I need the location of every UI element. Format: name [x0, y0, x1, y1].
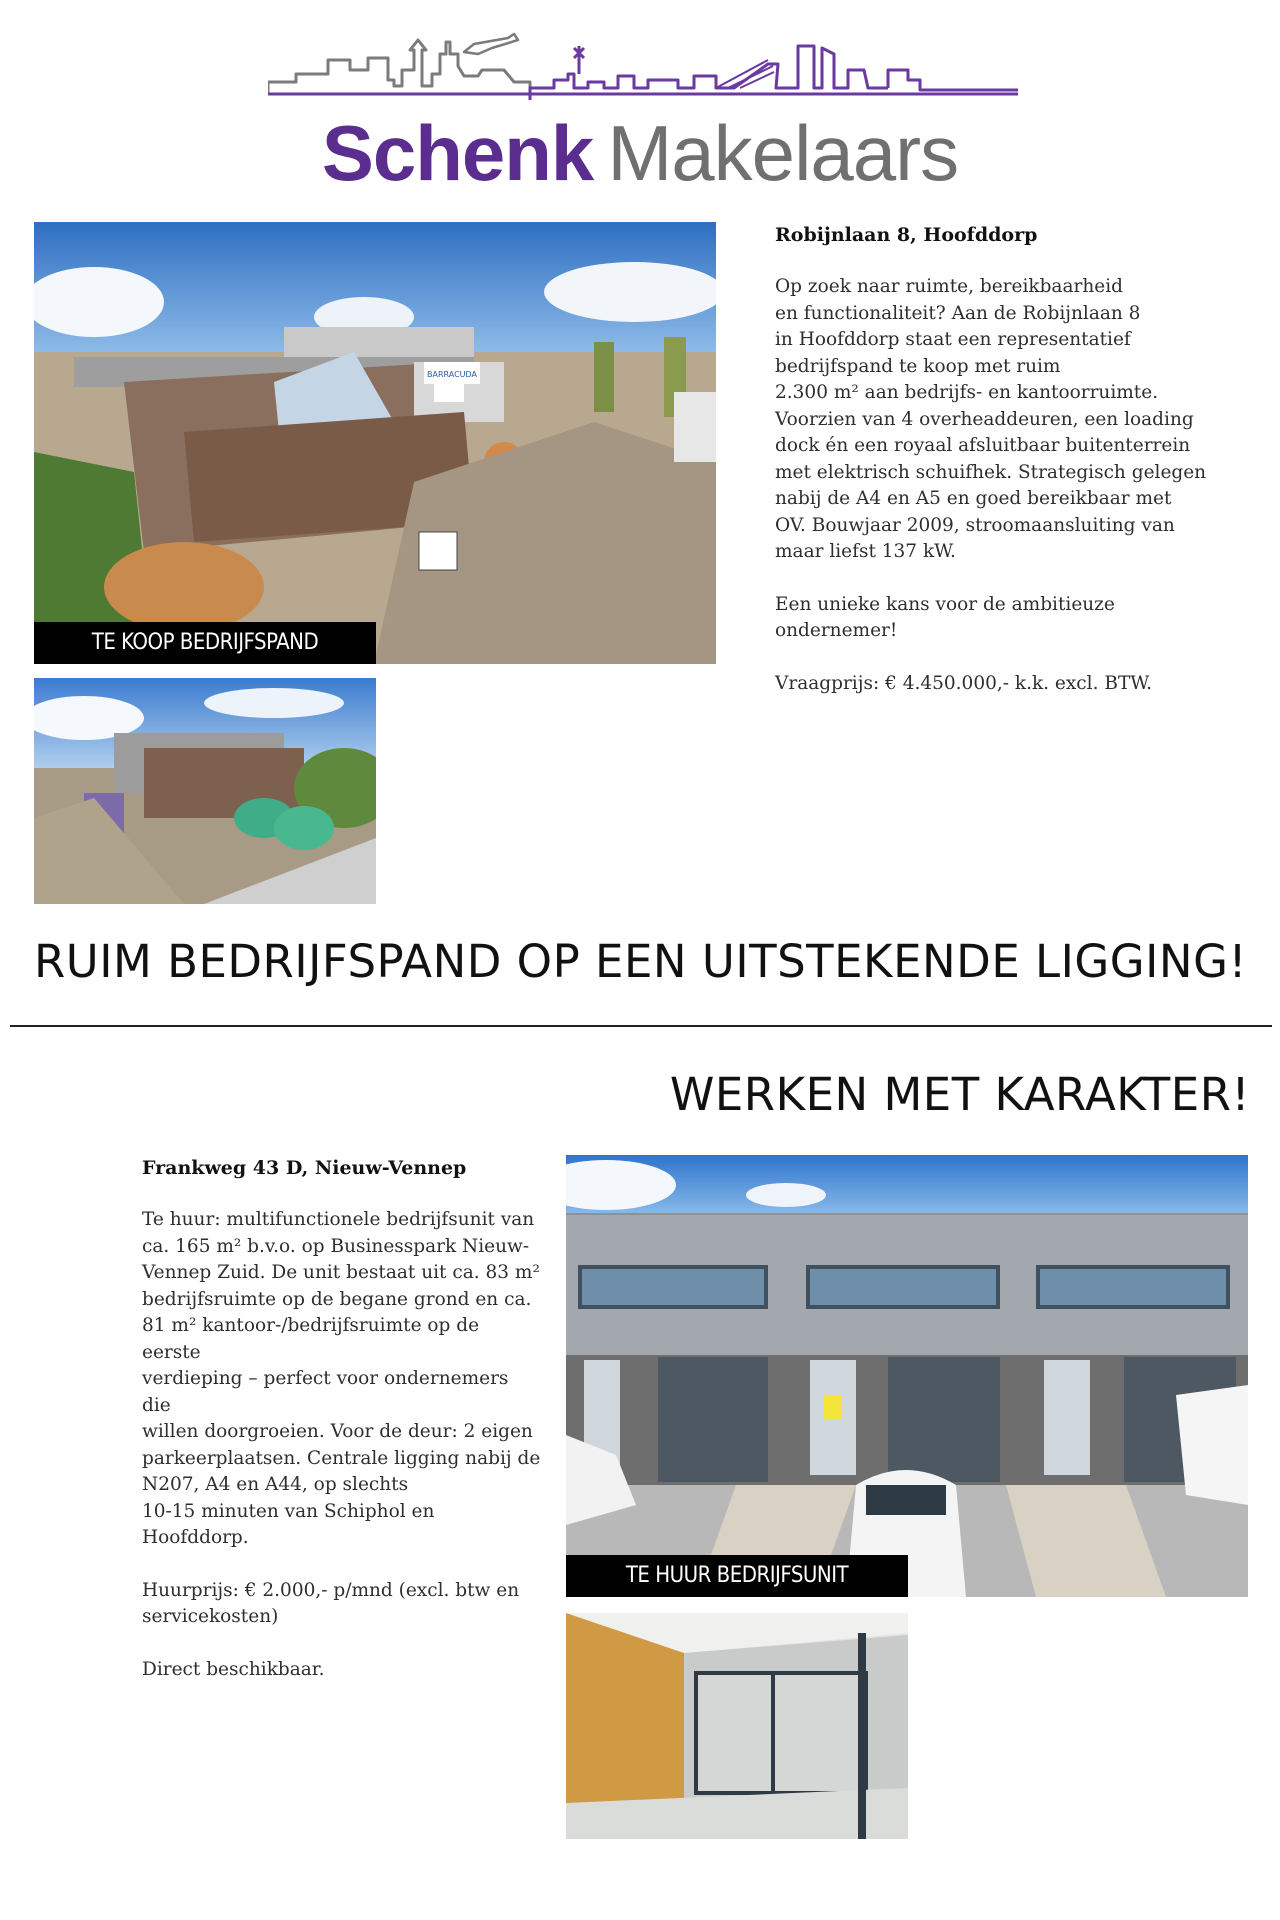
robijnlaan-price: Vraagprijs: € 4.450.000,- k.k. excl. BTW. — [775, 672, 1152, 694]
description-line: in Hoofddorp staat een representatief — [775, 329, 1131, 350]
frankweg-headline: WERKEN MET KARAKTER! — [669, 1068, 1250, 1121]
frankweg-text-block — [142, 1155, 542, 1683]
description-line: dock én een royaal afsluitbaar buitenterrein — [775, 435, 1191, 456]
logo-word-schenk: Schenk — [321, 109, 594, 197]
robijnlaan-text-block — [775, 222, 1245, 697]
description-line: ca. 165 m² b.v.o. op Businesspark Nieuw- — [142, 1235, 530, 1257]
description-line: Vennep Zuid. De unit bestaat uit ca. 83 m² — [142, 1262, 540, 1283]
robijnlaan-headline: RUIM BEDRIJFSPAND OP EEN UITSTEKENDE LIGGING! — [34, 935, 1247, 988]
description-line: OV. Bouwjaar 2009, stroomaansluiting van — [775, 514, 1175, 536]
description-line: maar liefst 137 kW. — [775, 541, 956, 562]
description-line: 10-15 minuten van Schiphol en Hoofddorp. — [142, 1500, 435, 1548]
frankweg-main-photo — [566, 1155, 1248, 1597]
description-line: en functionaliteit? Aan de Robijnlaan 8 — [775, 302, 1141, 324]
description-line: verdieping – perfect voor ondernemers die — [142, 1368, 509, 1416]
robijnlaan-address: Robijnlaan 8, Hoofddorp — [775, 224, 1038, 246]
description-line: 2.300 m² aan bedrijfs- en kantoorruimte. — [775, 382, 1159, 403]
closing-line: ondernemer! — [775, 620, 898, 641]
closing-line: Een unieke kans voor de ambitieuze — [775, 593, 1115, 615]
for-sale-label: TE KOOP BEDRIJFSPAND — [34, 622, 376, 664]
description-line: Op zoek naar ruimte, bereikbaarheid — [775, 276, 1123, 297]
description-line: Te huur: multifunctionele bedrijfsunit van — [142, 1209, 535, 1230]
frankweg-description — [142, 1207, 542, 1552]
robijnlaan-main-photo — [34, 222, 716, 664]
frankweg-price — [142, 1578, 542, 1631]
description-line: willen doorgroeien. Voor de deur: 2 eigen — [142, 1421, 533, 1442]
section-divider — [10, 1025, 1272, 1027]
robijnlaan-description — [775, 274, 1245, 566]
description-line: 81 m² kantoor-/bedrijfsruimte op de eerste — [142, 1315, 480, 1363]
frankweg-interior-photo — [566, 1613, 908, 1839]
barracuda-sign: BARRACUDA — [426, 370, 478, 379]
description-line: nabij de A4 en A5 en goed bereikbaar met — [775, 488, 1172, 509]
logo-word-makelaars: Makelaars — [607, 109, 959, 197]
description-line: met elektrisch schuifhek. Strategisch gelegen — [775, 461, 1207, 483]
robijnlaan-closing — [775, 592, 1245, 645]
for-rent-label: TE HUUR BEDRIJFSUNIT — [566, 1555, 908, 1597]
description-line: bedrijfsruimte op de begane grond en ca. — [142, 1288, 532, 1310]
description-line: Voorzien van 4 overheaddeuren, een loading — [775, 408, 1194, 430]
description-line: parkeerplaatsen. Centrale ligging nabij de — [142, 1447, 541, 1469]
description-line: N207, A4 en A44, op slechts — [142, 1474, 409, 1495]
price-line: servicekosten) — [142, 1606, 279, 1627]
description-line: bedrijfspand te koop met ruim — [775, 355, 1061, 377]
price-line: Huurprijs: € 2.000,- p/mnd (excl. btw en — [142, 1579, 520, 1601]
robijnlaan-secondary-photo — [34, 678, 376, 904]
frankweg-availability: Direct beschikbaar. — [142, 1658, 325, 1680]
frankweg-address: Frankweg 43 D, Nieuw-Vennep — [142, 1157, 467, 1179]
company-logo[interactable] — [0, 108, 1280, 198]
logo-skyline-graphic — [268, 30, 1018, 110]
